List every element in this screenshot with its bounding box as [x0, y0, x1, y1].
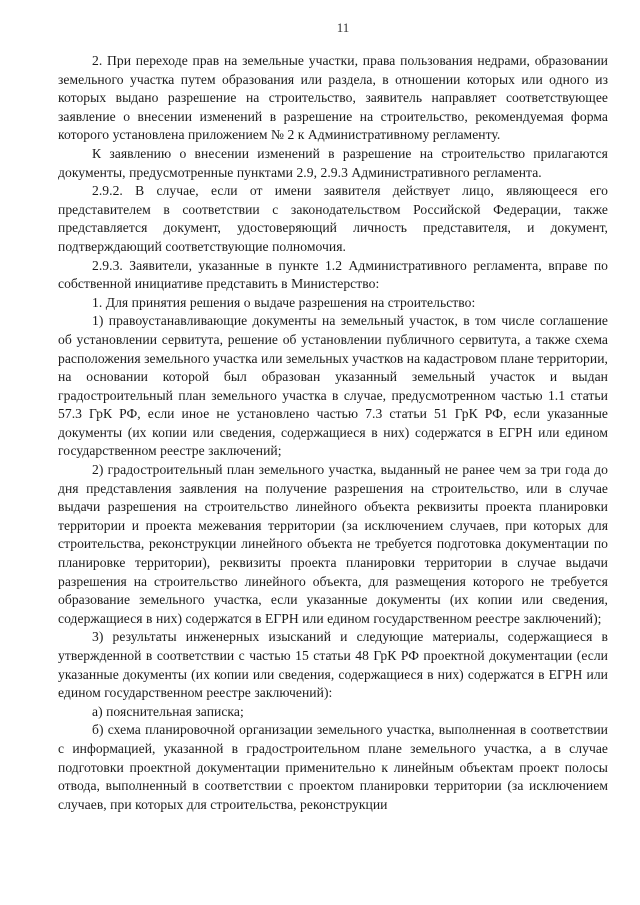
paragraph-subitem-b: б) схема планировочной организации земельного участка, выполненная в соответствии с информацией, указанной в градостроительном плане земельного участка, а в случае подготовки проектной документации применительно к линейным объектам проект полосы отвода, выполненный в соответствии с проектом планировки территории (за исключением случаев, при которых для строительства, реконструкции	[58, 722, 608, 812]
paragraph-subitem-1: 1) правоустанавливающие документы на земельный участок, в том числе соглашение об установлении сервитута, решение об установлении публичного сервитута, а также схема расположения земельного участка или земельных участков на кадастровом плане территории, на основании которой был образован указанный земельный участок и выдан градостроительный план земельного участка в случае, предусмотренном частью 1.1 статьи 57.3 ГрК РФ, если иное не установлено частью 7.3 статьи 51 ГрК РФ, если указанные документы (их копии или сведения, содержащиеся в них) содержатся в ЕГРН или едином государственном реестре заключений;	[58, 313, 608, 459]
paragraph-subitem-2: 2) градостроительный план земельного участка, выданный не ранее чем за три года до дня представления заявления на получение разрешения на строительство, или в случае выдачи разрешения на строительство линейного объекта реквизиты проекта планировки территории и проекта межевания территории (за исключением случаев, при которых для строительства, реконструкции линейного объекта не требуется подготовка документации по планировке территории), реквизиты проекта планировки территории в случае выдачи разрешения на строительство линейного объекта, для размещения которого не требуется образование земельного участка, если указанные документы (их копии или сведения, содержащиеся в них) содержатся в ЕГРН или едином государственном реестре заключений);	[58, 462, 608, 626]
page-number: 11	[336, 20, 350, 35]
paragraph-subitem-a: а) пояснительная записка;	[92, 703, 244, 719]
paragraph-2-9-2: 2.9.2. В случае, если от имени заявителя действует лицо, являющееся его представителем в соответствии с законодательством Российской Федерации, также представляется документ, удостоверяющий личность представителя, и документ, подтверждающий соответствующие полномочия.	[58, 183, 608, 254]
paragraph-attachments: К заявлению о внесении изменений в разрешение на строительство прилагаются документы, предусмотренные пунктами 2.9, 2.9.3 Административного регламента.	[58, 145, 608, 180]
paragraph-2: 2. При переходе прав на земельные участки, права пользования недрами, образовании земельного участка путем образования или раздела, в отношении которых или одного из которых выдано разрешение на строительство, заявитель направляет соответствующее заявление о внесении изменений в разрешение на строительство, рекомендуемая форма которого установлена приложением № 2 к Административному регламенту.	[58, 53, 608, 143]
paragraph-item-1: 1. Для принятия решения о выдаче разрешения на строительство:	[92, 294, 476, 310]
paragraph-2-9-3: 2.9.3. Заявители, указанные в пункте 1.2 Административного регламента, вправе по собственной инициативе представить в Министерство:	[58, 257, 608, 292]
paragraph-subitem-3: 3) результаты инженерных изысканий и следующие материалы, содержащиеся в утвержденной в соответствии с частью 15 статьи 48 ГрК РФ проектной документации (если указанные документы (их копии или сведения, содержащиеся в них) содержатся в ЕГРН или едином государственном реестре заключений):	[58, 629, 608, 701]
